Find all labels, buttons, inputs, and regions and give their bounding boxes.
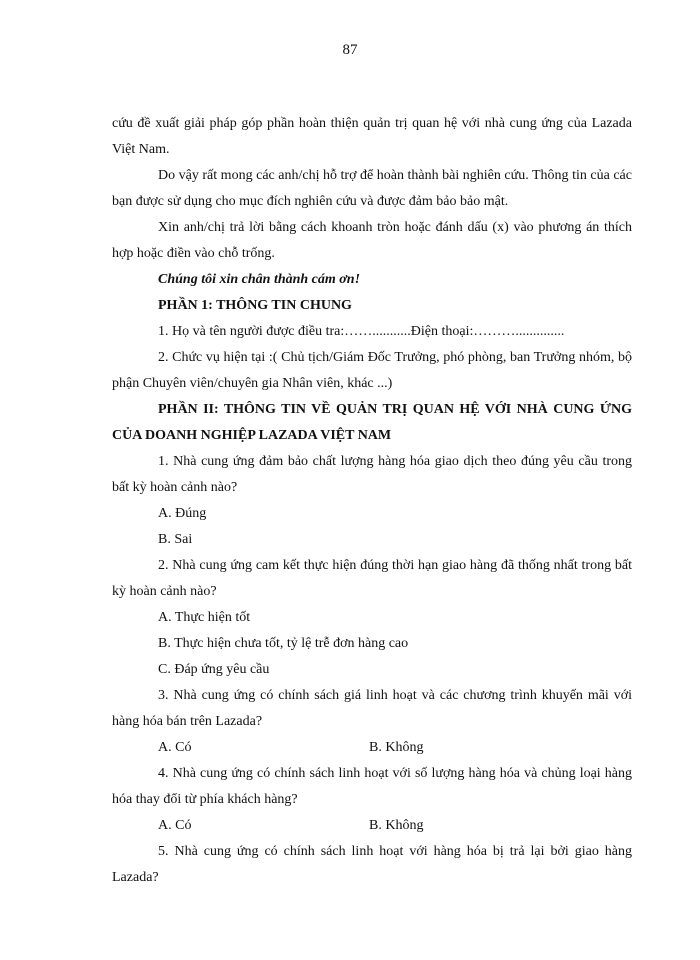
part1-question: 1. Họ và tên người được điều tra:……...........Điện thoại:……….............. (158, 324, 565, 339)
thanks-line: Chúng tôi xin chân thành cám ơn! (158, 272, 361, 287)
answer-options-row (112, 735, 632, 761)
intro-paragraph: Xin anh/chị trả lời bằng cách khoanh tròn hoặc đánh dấu (x) vào phương án thích hợp hoặc điền vào chỗ trống. (112, 220, 632, 261)
intro-paragraph: Do vậy rất mong các anh/chị hỗ trợ để hoàn thành bài nghiên cứu. Thông tin của các bạn được sử dụng cho mục đích nghiên cứu và được đảm bảo bảo mật. (112, 168, 632, 209)
question-text: 1. Nhà cung ứng đảm bảo chất lượng hàng hóa giao dịch theo đúng yêu cầu trong bất kỳ hoàn cảnh nào? (112, 454, 632, 495)
question-text: 2. Nhà cung ứng cam kết thực hiện đúng thời hạn giao hàng đã thống nhất trong bất kỳ hoàn cảnh nào? (112, 558, 632, 599)
part2-heading: PHẦN II: THÔNG TIN VỀ QUẢN TRỊ QUAN HỆ VỚI NHÀ CUNG ỨNG CỦA DOANH NGHIỆP LAZADA VIỆT NAM (112, 402, 632, 443)
intro-paragraph: cứu đề xuất giải pháp góp phần hoàn thiện quản trị quan hệ với nhà cung ứng của Lazada Việt Nam. (112, 116, 632, 157)
answer-options-row (112, 813, 632, 839)
answer-option: A. Có (158, 740, 192, 755)
answer-option: B. Sai (158, 532, 193, 547)
document-body (112, 111, 632, 891)
answer-option: B. Không (369, 740, 424, 755)
answer-option: B. Không (369, 818, 424, 833)
part1-question: 2. Chức vụ hiện tại :( Chủ tịch/Giám Đốc Trưởng, phó phòng, ban Trưởng nhóm, bộ phận Chuyên viên/chuyên gia Nhân viên, khác ...) (112, 350, 632, 391)
question-text: 5. Nhà cung ứng có chính sách linh hoạt với hàng hóa bị trả lại bởi giao hàng Lazada? (112, 844, 632, 885)
part1-heading: PHẦN 1: THÔNG TIN CHUNG (158, 298, 352, 313)
answer-option: B. Thực hiện chưa tốt, tỷ lệ trễ đơn hàng cao (158, 636, 409, 651)
answer-option: A. Đúng (158, 506, 207, 521)
answer-option: A. Có (158, 818, 192, 833)
question-text: 3. Nhà cung ứng có chính sách giá linh hoạt và các chương trình khuyến mãi với hàng hóa bán trên Lazada? (112, 688, 632, 729)
page-number: 87 (342, 42, 358, 58)
question-text: 4. Nhà cung ứng có chính sách linh hoạt với số lượng hàng hóa và chủng loại hàng hóa thay đổi từ phía khách hàng? (112, 766, 632, 807)
answer-option: C. Đáp ứng yêu cầu (158, 662, 270, 677)
answer-option: A. Thực hiện tốt (158, 610, 251, 625)
